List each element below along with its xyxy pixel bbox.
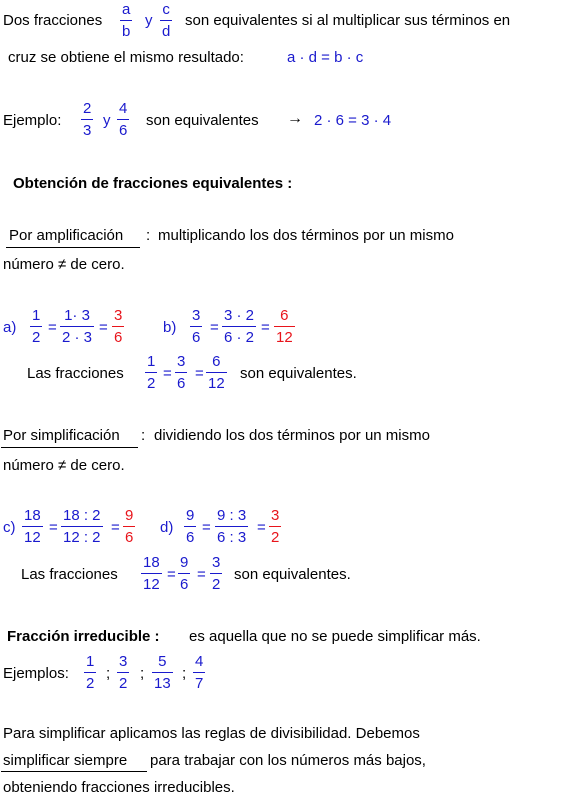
denominator: 2 bbox=[32, 329, 41, 346]
separator: ; bbox=[182, 665, 187, 682]
simplification-text-2: número ≠ de cero. bbox=[3, 457, 125, 474]
numerator: 9 bbox=[180, 554, 189, 571]
numerator: 1 bbox=[86, 653, 95, 670]
fraction-2-3 bbox=[81, 101, 93, 138]
denominator: 6 bbox=[192, 329, 201, 346]
denominator: 6 bbox=[177, 375, 186, 392]
equals-sign: = bbox=[195, 365, 204, 382]
denominator: 2 · 3 bbox=[62, 329, 93, 346]
item-d-label: d) bbox=[160, 519, 174, 536]
item-c-label: c) bbox=[3, 519, 16, 536]
arrow-right-icon: → bbox=[287, 110, 303, 127]
fraction-c-d bbox=[160, 2, 172, 39]
denominator: 6 bbox=[119, 122, 128, 139]
separator: ; bbox=[140, 665, 145, 682]
numerator: 6 bbox=[280, 307, 289, 324]
equals-sign: = bbox=[210, 319, 219, 336]
fraction bbox=[145, 354, 157, 391]
numerator: 1 bbox=[32, 307, 41, 324]
denominator: 2 bbox=[271, 529, 280, 546]
denominator: 6 bbox=[180, 576, 189, 593]
equals-sign: = bbox=[167, 566, 176, 583]
simplification-text-1: dividiendo los dos términos por un mismo bbox=[154, 427, 430, 444]
denominator: 13 bbox=[154, 675, 171, 692]
fraction bbox=[117, 654, 129, 691]
fraction bbox=[206, 354, 227, 391]
numerator: 18 bbox=[143, 554, 160, 571]
colon: : bbox=[146, 227, 151, 244]
equals-sign: = bbox=[257, 519, 266, 536]
fraction bbox=[84, 654, 96, 691]
numerator: 4 bbox=[195, 653, 204, 670]
example-text: son equivalentes bbox=[146, 112, 259, 129]
irreducible-definition: es aquella que no se puede simplificar más. bbox=[189, 628, 481, 645]
fraction bbox=[210, 555, 222, 592]
equals-sign: = bbox=[261, 319, 270, 336]
denominator: 3 bbox=[83, 122, 92, 139]
fraction-result bbox=[274, 308, 295, 345]
item-a-label: a) bbox=[3, 319, 17, 336]
fraction-4-6 bbox=[117, 101, 129, 138]
examples-label: Ejemplos: bbox=[3, 665, 69, 682]
denominator: 6 bbox=[125, 529, 134, 546]
denominator: 12 bbox=[276, 329, 293, 346]
numerator: a bbox=[122, 1, 131, 18]
numerator: 3 bbox=[271, 507, 280, 524]
denominator: 2 bbox=[86, 675, 95, 692]
fraction-a-b bbox=[120, 2, 132, 39]
denominator: 7 bbox=[195, 675, 204, 692]
fraction bbox=[190, 308, 202, 345]
word-y: y bbox=[103, 112, 111, 129]
fraction-result bbox=[112, 308, 124, 345]
numerator: 9 bbox=[125, 507, 134, 524]
fraction bbox=[184, 508, 196, 545]
summary-suffix: son equivalentes. bbox=[234, 566, 351, 583]
equals-sign: = bbox=[49, 519, 58, 536]
separator: ; bbox=[106, 665, 111, 682]
fraction bbox=[193, 654, 205, 691]
cross-product-formula: a · d = b · c bbox=[287, 49, 364, 66]
equals-sign: = bbox=[163, 365, 172, 382]
intro-text-3: cruz se obtiene el mismo resultado: bbox=[8, 49, 244, 66]
equals-sign: = bbox=[197, 566, 206, 583]
denominator: 6 : 3 bbox=[217, 529, 247, 546]
item-b-label: b) bbox=[163, 319, 177, 336]
amplification-text-1: multiplicando los dos términos por un mismo bbox=[158, 227, 454, 244]
fraction bbox=[22, 508, 43, 545]
word-y: y bbox=[145, 12, 153, 29]
example-formula: 2 · 6 = 3 · 4 bbox=[314, 112, 392, 129]
closing-text-2: para trabajar con los números más bajos, bbox=[150, 752, 426, 769]
example-label: Ejemplo: bbox=[3, 112, 62, 129]
denominator: 12 : 2 bbox=[63, 529, 101, 546]
denominator: 12 bbox=[143, 576, 160, 593]
denominator: 2 bbox=[119, 675, 128, 692]
numerator: 2 bbox=[83, 100, 92, 117]
summary-suffix: son equivalentes. bbox=[240, 365, 357, 382]
numerator: 3 bbox=[192, 307, 201, 324]
closing-text-3: obteniendo fracciones irreducibles. bbox=[3, 779, 235, 796]
fraction bbox=[175, 354, 187, 391]
section-heading: Obtención de fracciones equivalentes : bbox=[13, 175, 293, 192]
denominator: 6 bbox=[186, 529, 195, 546]
fraction-result bbox=[123, 508, 135, 545]
numerator: 3 bbox=[177, 353, 186, 370]
fraction bbox=[152, 654, 173, 691]
numerator: 3 bbox=[119, 653, 128, 670]
amplification-text-2: número ≠ de cero. bbox=[3, 256, 125, 273]
colon: : bbox=[141, 427, 146, 444]
closing-text-1: Para simplificar aplicamos las reglas de divisibilidad. Debemos bbox=[3, 725, 420, 742]
numerator: 4 bbox=[119, 100, 128, 117]
irreducible-label: Fracción irreducible : bbox=[7, 628, 160, 645]
numerator: 18 bbox=[24, 507, 41, 524]
denominator: 2 bbox=[212, 576, 221, 593]
numerator: 18 : 2 bbox=[63, 507, 101, 524]
denominator: 2 bbox=[147, 375, 156, 392]
fraction bbox=[30, 308, 42, 345]
numerator: 3 bbox=[114, 307, 123, 324]
simplification-underline bbox=[1, 447, 138, 448]
simplification-label: Por simplificación bbox=[3, 427, 120, 444]
numerator: 9 bbox=[186, 507, 195, 524]
equals-sign: = bbox=[111, 519, 120, 536]
summary-prefix: Las fracciones bbox=[21, 566, 118, 583]
amplification-underline bbox=[6, 247, 140, 248]
denominator: 6 bbox=[114, 329, 123, 346]
equals-sign: = bbox=[99, 319, 108, 336]
fraction bbox=[178, 555, 190, 592]
amplification-label: Por amplificación bbox=[9, 227, 124, 244]
denominator: 6 · 2 bbox=[224, 329, 255, 346]
denominator: d bbox=[162, 23, 171, 40]
denominator: b bbox=[122, 23, 131, 40]
closing-underlined: simplificar siempre bbox=[3, 752, 128, 769]
summary-prefix: Las fracciones bbox=[27, 365, 124, 382]
fraction bbox=[61, 508, 103, 545]
fraction-result bbox=[269, 508, 281, 545]
fraction bbox=[222, 308, 256, 345]
numerator: 5 bbox=[158, 653, 167, 670]
fraction bbox=[60, 308, 94, 345]
intro-text-1: Dos fracciones bbox=[3, 12, 103, 29]
numerator: 1· 3 bbox=[64, 307, 90, 324]
denominator: 12 bbox=[24, 529, 41, 546]
equals-sign: = bbox=[202, 519, 211, 536]
numerator: 6 bbox=[212, 353, 221, 370]
denominator: 12 bbox=[208, 375, 225, 392]
numerator: 3 · 2 bbox=[224, 307, 255, 324]
fraction bbox=[141, 555, 162, 592]
numerator: 3 bbox=[212, 554, 221, 571]
numerator: 1 bbox=[147, 353, 156, 370]
equals-sign: = bbox=[48, 319, 57, 336]
closing-underline bbox=[1, 771, 147, 772]
numerator: c bbox=[162, 1, 170, 18]
numerator: 9 : 3 bbox=[217, 507, 247, 524]
intro-text-2: son equivalentes si al multiplicar sus términos en bbox=[185, 12, 511, 29]
fraction bbox=[215, 508, 248, 545]
